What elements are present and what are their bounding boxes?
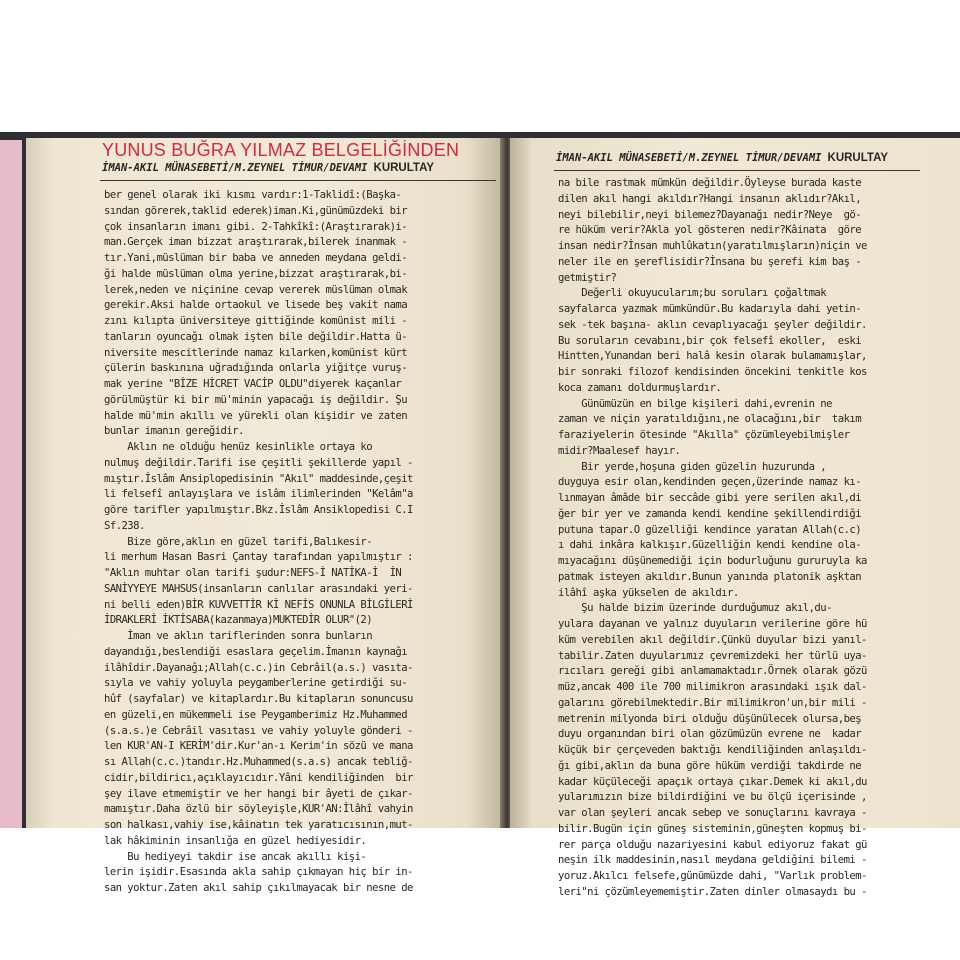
text-line: ber genel olarak iki kısmı vardır:1-Taklidî:(Başka- [104,189,402,201]
text-line: bilir.Bugün için güneş sisteminin,güneşten kopmuş bi- [558,822,867,835]
text-line: yoruz.Akılcı felsefe,günümüzde dahi, "Varlık problem- [558,870,867,882]
text-line: Bu hediyeyi takdir ise ancak akıllı kişi- [104,850,367,863]
text-line: nulmuş değildir.Tarifi ise çeşitli şekillerde yapıl - [104,456,413,469]
text-line: görülmüştür ki bir mü'minin yapacağı iş değildir. Şu [104,393,408,406]
text-line: mıyacağını düşünemediği için bodurluğunu gururuyla ka [558,555,867,567]
text-line: sıyla ve vahiy yoluyla peygamberlerine getirdiği su- [104,677,408,690]
text-line: Sf.238. [104,519,145,532]
right-page-header [556,152,888,164]
text-line: man.Gerçek iman bizzat araştırarak,bilerek inanmak - [104,236,408,249]
text-line: ğer bir yer ve zamanda kendi kendine şekillendirdiği [558,507,862,520]
text-line: koca zamanı doldurmuşlardır. [558,381,722,394]
text-line: li merhum Hasan Basri Çantay tarafından yapılmıştır : [104,551,413,564]
text-line: sayfalarca yazmak mümkündür.Bu kadarıyla dahi yetin- [558,303,862,315]
left-page-body [104,188,413,897]
text-line: sından görerek,taklid ederek)iman.Ki,günümüzdeki bir [104,204,408,217]
text-line: galarını görebilmektedir.Bir milimikron'un,bir mili - [558,696,867,709]
text-line: Hintten,Yunandan beri halâ kesin olarak bulamamışlar, [558,350,867,363]
text-line: İman ve aklın tariflerinden sonra bunların [104,630,373,642]
text-line: gerekir.Aksi halde ortaokul ve lisede beş vakit nama [104,299,408,312]
text-line: metrenin milyonda biri olduğu düşünülecek olursa,beş [558,712,862,725]
text-line: bunlar imanın gereğidir. [104,425,244,438]
text-line: SANİYYEYE MAHSUS(insanların canlılar arasındaki yeri- [104,582,413,595]
text-line: göre tarifler yapılmıştır.Bkz.İslâm Ansiklopedisi C.I [104,504,413,516]
text-line: neşin ilk maddesinin,nasıl meydana geldiğini bilemi - [558,854,867,867]
text-line: müz,ancak 400 ile 700 milimikron arasındaki ışık dal- [558,681,867,693]
text-line: var olan şeyleri ancak sebep ve sonuçlarını kavraya - [558,807,867,819]
text-line: bir sonraki filozof kendisinden öncekini tenkitle kos [558,366,867,378]
left-header-rule [100,180,496,181]
text-line: sı Allah(c.c.)tandır.Hz.Muhammed(s.a.s) ancak tebliğ- [104,756,413,768]
text-line: (s.a.s.)e Cebrâil vasıtası ve vahiy yoluyle gönderi - [104,724,413,737]
text-line: Bize göre,aklın en güzel tarifi,Balıkesir- [104,535,373,548]
text-line: lerin işidir.Esasında akla sahip çıkmayan hiç bir in- [104,866,413,879]
text-line: tanların oyuncağı olmak işten bile değildir.Hatta ü- [104,330,408,343]
text-line: kadar küçüleceği apaçık ortaya çıkar.Demek ki akıl,du [558,775,867,788]
text-line: ı dahi inkâra kalkışır.Güzelliğin kendi kendine ola- [558,539,862,552]
right-header-label: KURULTAY [827,152,888,164]
text-line: dilen akıl hangi akıldır?Hangi insanın aklıdır?Akıl, [558,192,862,205]
text-line: ğı gibi,aklın da buna göre hüküm verdiği takdirde ne [558,759,862,772]
text-line: getmiştir? [558,271,617,284]
text-line: Şu halde bizim üzerinde durduğumuz akıl,du- [558,602,832,615]
text-line: na bile rastmak mümkün değildir.Öyleyse burada kaste [558,177,862,189]
text-line: mak yerine "BİZE HİCRET VACİP OLDU"diyerek kaçanlar [104,378,402,390]
text-line: mamıştır.Daha özlü bir söyleyişle,KUR'AN:İlâhî vahyin [104,803,413,816]
text-line: len KUR'AN-I KERİM'dir.Kur'an-ı Kerim'in sözü ve mana [104,740,413,753]
text-line: son halkası,vahiy ise,kâinatın tek yaratıcısının,mut- [104,819,413,831]
text-line: rer parça olduğu nazariyesini kabul ediyoruz fakat gü [558,838,867,851]
text-line: hûf (sayfalar) ve kitaplardır.Bu kitapların sonuncusu [104,693,413,705]
text-line: ilâhî aşka yükselen de akıldır. [558,586,739,599]
text-line: küm verebilen akıl değildir.Çünkü duyular bizi yanıl- [558,633,867,646]
text-line: cidir,bildiricı,açıklayıcıdır.Yâni kendiliğinden bir [104,771,413,784]
book-cover-edge [0,140,22,828]
text-line: patmak isteyen akıldır.Bunun yanında platonik aşktan [558,570,862,583]
text-line: çülerin baskınına uğradığında onlarla yiğitçe vuruş- [104,362,408,375]
text-line: halde mü'min akıllı ve yürekli olan kişidir ve zaten [104,409,408,422]
text-line: niversite mescitlerinde namaz kılarken,komünist kürt [104,346,408,359]
text-line: putuna tapar.O güzelliği kendince yaratan Allah(c.c) [558,523,862,536]
text-line: Aklın ne olduğu henüz kesinlikle ortaya ko [104,441,373,453]
text-line: Değerli okuyucularım;bu soruları çoğaltmak [558,287,827,300]
text-line: "Aklın muhtar olan tarifi şudur:NEFS-İ NATİKA-İ İN [104,567,402,579]
right-page [510,138,960,898]
text-line: İDRAKLERİ İKTİSABA(kazanmaya)MUKTEDİR OLUR"(2) [104,614,373,627]
text-line: lak hâkiminin insanlığa en güzel hediyesidir. [104,834,367,847]
text-line: zını kılıpta üniversiteye gittiğinde komünist mili - [104,315,408,327]
text-line: mıştır.İslâm Ansiplopedisinin "Akıl" maddesinde,çeşit [104,472,413,485]
text-line: dayandığı,beslendiği esaslara geçelim.İmanın kaynağı [104,645,408,658]
text-line: şey ilave etmemiştir ve her hangi bir âyeti de çıkar- [104,787,413,800]
text-line: sek -tek başına- aklın cevaplıyacağı şeyler değildir. [558,318,867,331]
watermark-text: YUNUS BUĞRA YILMAZ BELGELİĞİNDEN [102,140,460,160]
text-line: ni belli eden)BİR KUVVETTİR Kİ NEFİS ONUNLA BİLGİLERİ [104,598,413,611]
right-header-rule [554,170,920,171]
text-line: zaman ve niçin yaratıldığını,ne olacağını,bir takım [558,413,862,426]
text-line: en güzeli,en mükemmeli ise Peygamberimiz Hz.Muhammed [104,708,408,721]
text-line: neyi bilebilir,neyi bilemez?Dayanağı nedir?Neye gö- [558,208,862,221]
text-line: tır.Yani,müslüman bir baba ve anneden meydana geldi- [104,252,408,264]
text-line: Bir yerde,hoşuna giden güzelin huzurunda , [558,460,827,473]
text-line: leri"ni çözümleyememiştir.Zaten dinler olmasaydı bu - [558,885,867,898]
text-line: Günümüzün en bilge kişileri dahi,evrenin ne [558,397,832,410]
text-line: rıcıları gereği gibi anlamamaktadır.Örnek olarak gözü [558,665,867,678]
text-line: lerek,neden ve niçinine cevap vererek müslüman olmak [104,283,408,296]
text-line: çok insanların imanı gibi. 2-Tahkîkî:(Araştırarak)i- [104,220,408,233]
text-line: tabilir.Zaten duyularımız çevremizdeki her türlü uya- [558,649,867,662]
text-line: insan nedir?İnsan muhlûkatın(yaratılmışların)niçin ve [558,240,867,252]
left-header-label: KURULTAY [373,162,434,174]
text-line: yularımızın bize bildirdiğini ve bu ölçü içerisinde , [558,791,867,804]
left-page [26,138,504,894]
text-line: duyguya esir olan,kendinden geçen,üzerinde namaz kı- [558,476,862,489]
text-line: küçük bir çerçeveden baktığı kendiliğinden anlaşıldı- [558,744,867,756]
left-page-header [102,162,434,174]
text-line: ilâhîdir.Dayanağı;Allah(c.c.)in Cebrâil(a.s.) vasıta- [104,661,413,674]
text-line: Bu soruların cevabını,bir çok felsefî ekoller, eski [558,334,862,347]
text-line: san yoktur.Zaten akıl sahip çıkılmayacak bir nesne de [104,882,413,894]
text-line: faraziyelerin ötesinde "Akılla" çözümleyebilmişler [558,429,850,441]
text-line: re hüküm verir?Akla yol gösteren nedir?Kâinata göre [558,224,862,237]
text-line: ği halde müslüman olma yerine,bizzat araştırarak,bi- [104,267,408,280]
text-line: li felsefî anlayışlara ve islâm ilimlerinden "Kelâm"a [104,488,413,501]
right-header-title: İMAN-AKIL MÜNASEBETİ/M.ZEYNEL TİMUR/DEVAMI [556,152,822,164]
text-line: lınmayan âmâde bir seccâde gibi yere serilen akıl,di [558,492,862,504]
text-line: midir?Maalesef hayır. [558,444,681,457]
left-header-title: İMAN-AKIL MÜNASEBETİ/M.ZEYNEL TİMUR/DEVAMI [102,162,368,174]
text-line: yulara dayanan ve yalnız duyuların verilerine göre hü [558,618,867,630]
text-line: neler ile en şereflisidir?İnsana bu şerefi kim baş - [558,255,862,268]
right-page-body [558,176,867,901]
text-line: duyu organından biri olan gözümüzün evrene ne kadar [558,728,862,741]
